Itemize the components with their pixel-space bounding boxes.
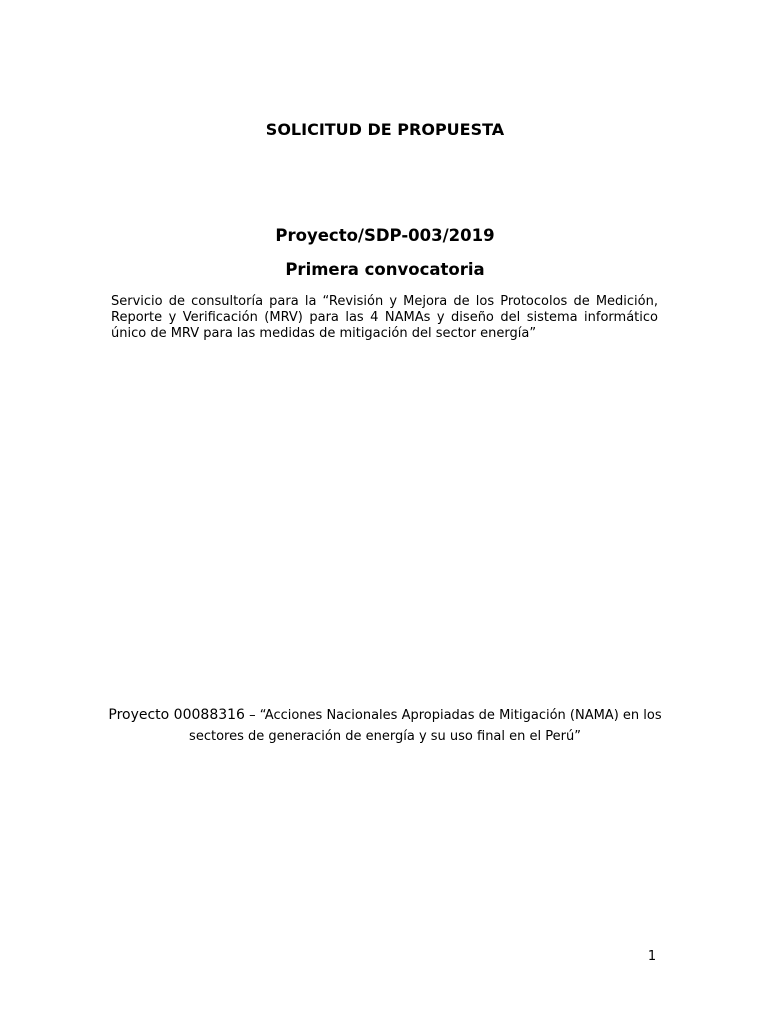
project-name: – “Acciones Nacionales Apropiadas de Mitigación (NAMA) en los sectores de generación de energía y su uso final en el Perú” <box>189 708 662 744</box>
project-id: Proyecto 00088316 <box>108 707 245 723</box>
page-number: 1 <box>647 949 657 964</box>
project-code: Proyecto/SDP-003/2019 <box>275 226 495 245</box>
service-description: Servicio de consultoría para la “Revisión y Mejora de los Protocolos de Medición, Reporte y Verificación (MRV) para las 4 NAMAs y diseño del sistema informático único de MRV para las medidas de mitigación del sector energía” <box>111 294 658 341</box>
call-label: Primera convocatoria <box>285 260 485 279</box>
project-block <box>100 705 670 747</box>
document-title: SOLICITUD DE PROPUESTA <box>265 120 505 139</box>
